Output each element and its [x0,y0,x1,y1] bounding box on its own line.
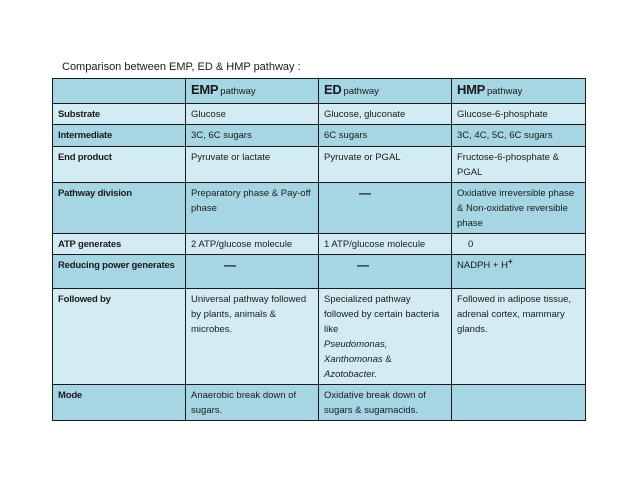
cell-hmp: Glucose-6-phosphate [452,104,586,125]
table-row-mode [53,385,586,421]
table-header-row [53,79,586,104]
table-caption: Comparison between EMP, ED & HMP pathway : [62,61,301,73]
table-row-atp [53,234,586,255]
table-row-intermediate [53,125,586,147]
ed-followed-intro: Specialized pathway followed by certain bacteria like [324,294,440,335]
header-empty-cell [53,79,186,104]
row-label: Substrate [53,104,186,125]
header-hmp [452,79,586,104]
cell-emp [186,255,319,289]
cell-emp: Pyruvate or lactate [186,147,319,183]
cell-emp: Glucose [186,104,319,125]
cell-hmp: Fructose-6-phosphate & PGAL [452,147,586,183]
row-label: Intermediate [53,125,186,147]
cell-ed: 1 ATP/glucose molecule [319,234,452,255]
cell-emp: Preparatory phase & Pay-off phase [186,183,319,234]
header-hmp-name: HMP [457,82,485,97]
table-row-pathway-division [53,183,586,234]
cell-emp: 2 ATP/glucose molecule [186,234,319,255]
cell-emp: Anaerobic break down of sugars. [186,385,319,421]
cell-ed: Glucose, gluconate [319,104,452,125]
cell-ed [319,255,452,289]
cell-ed [319,183,452,234]
ampersand: & [382,354,392,365]
organism-xanthomonas: Xanthomonas [324,354,383,365]
header-emp-name: EMP [191,82,219,97]
dash-mark: — [357,258,369,272]
cell-ed [319,289,452,385]
cell-hmp: 3C, 4C, 5C, 6C sugars [452,125,586,147]
header-emp [186,79,319,104]
cell-emp: 3C, 6C sugars [186,125,319,147]
superscript-plus: + [507,257,513,266]
header-hmp-suffix: pathway [487,86,523,97]
cell-emp: Universal pathway followed by plants, animals & microbes. [186,289,319,385]
comparison-table [52,78,586,421]
table-row-end-product [53,147,586,183]
nadph-text: NADPH + H [457,260,508,271]
cell-hmp: 0 [452,234,586,255]
header-ed-name: ED [324,82,342,97]
header-ed-suffix: pathway [343,86,379,97]
cell-hmp [452,255,586,289]
cell-ed: 6C sugars [319,125,452,147]
organism-azotobacter: Azotobacter. [324,369,377,380]
row-label: Mode [53,385,186,421]
row-label: Reducing power generates [53,255,186,289]
row-label: Pathway division [53,183,186,234]
header-emp-suffix: pathway [220,86,256,97]
cell-ed: Pyruvate or PGAL [319,147,452,183]
cell-ed: Oxidative break down of sugars & sugarnacids. [319,385,452,421]
row-label: End product [53,147,186,183]
table-row-reducing-power [53,255,586,289]
row-label: ATP generates [53,234,186,255]
header-ed [319,79,452,104]
cell-hmp [452,385,586,421]
cell-hmp: Followed in adipose tissue, adrenal cortex, mammary glands. [452,289,586,385]
cell-hmp: Oxidative irreversible phase & Non-oxidative reversible phase [452,183,586,234]
table-row-substrate [53,104,586,125]
dash-mark: — [224,258,236,272]
organism-pseudomonas: Pseudomonas, [324,339,388,350]
dash-mark: — [359,186,371,200]
row-label: Followed by [53,289,186,385]
table-row-followed-by [53,289,586,385]
